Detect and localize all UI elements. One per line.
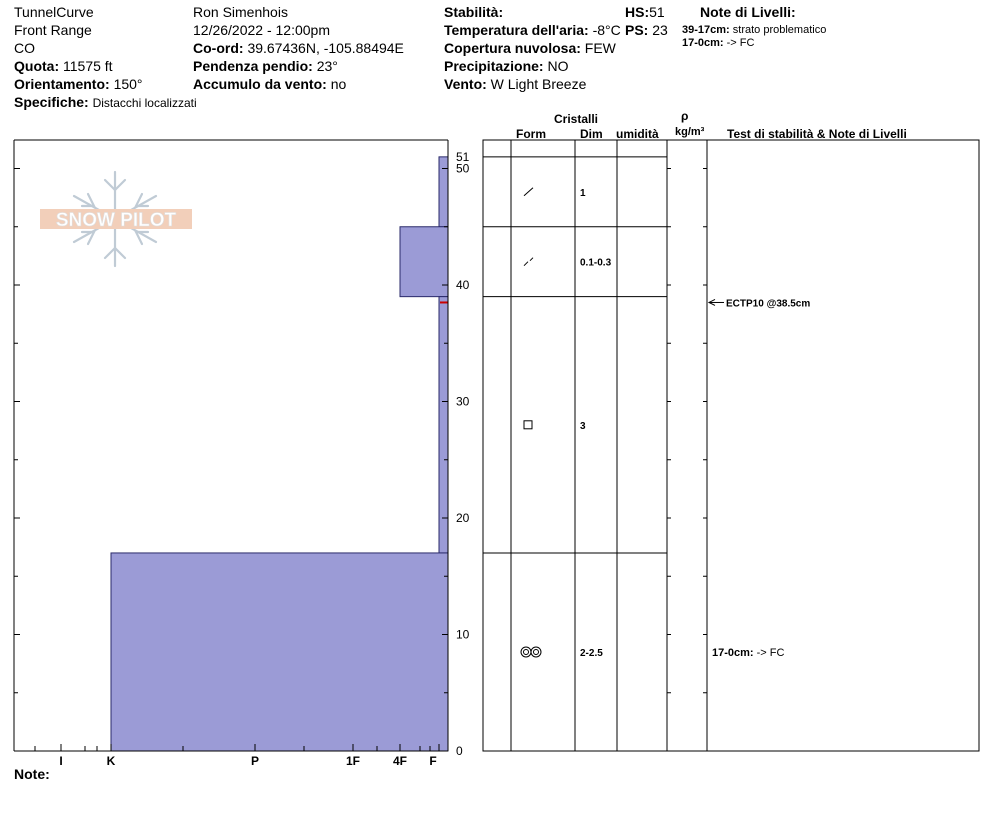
crystal-size-4: 2-2.5: [580, 647, 603, 659]
hs-label: HS:: [625, 4, 650, 20]
site-name: TunnelCurve: [14, 4, 94, 20]
hoar-outer-1: [531, 647, 541, 657]
precip-label: Precipitazione:: [444, 58, 544, 74]
elevation-value: 11575 ft: [63, 58, 113, 74]
faceted-crystal-icon: [524, 421, 532, 429]
fr-stroke-a: [524, 262, 528, 266]
x-tick-label-K: K: [106, 754, 116, 768]
notes-label: Note:: [14, 766, 50, 782]
logo-text: SNOW PILOT: [55, 210, 177, 231]
density-unit-header: kg/m³: [675, 126, 705, 138]
ps-value: 23: [652, 22, 668, 38]
coord-label: Co-ord:: [193, 40, 244, 56]
y-tick-label-50: 50: [456, 161, 470, 176]
moisture-header: umidità: [616, 127, 659, 141]
cloud-value: FEW: [584, 40, 616, 56]
stability-test-label-1: ECTP10 @38.5cm: [726, 298, 811, 310]
layer-notes-title: Note di Livelli:: [700, 4, 796, 20]
hoar-inner-1: [534, 649, 539, 654]
y-tick-label-30: 30: [456, 394, 470, 409]
wind-loading-value: no: [330, 76, 347, 92]
crystals-header: Cristalli: [554, 112, 599, 126]
layer-note-2-range: 17-0cm:: [682, 37, 724, 49]
observer: Ron Simenhois: [193, 4, 288, 20]
snowpilot-logo: [40, 172, 192, 266]
y-tick-label-40: 40: [456, 278, 470, 292]
y-tick-label-20: 20: [456, 511, 470, 525]
fr-stroke-b: [530, 258, 533, 261]
layer-note-1-range: 39-17cm:: [682, 24, 730, 36]
range-name: Front Range: [14, 22, 92, 38]
form-header: Form: [516, 127, 546, 141]
elevation-label: Quota:: [14, 58, 60, 74]
aspect-label: Orientamento:: [14, 76, 110, 92]
x-tick-label-4F: 4F: [392, 754, 408, 768]
aspect-value: 150°: [113, 76, 143, 92]
datetime: 12/26/2022 - 12:00pm: [193, 22, 330, 38]
cloud-label: Copertura nuvolosa:: [444, 40, 581, 56]
hardness-bar-4: [111, 553, 448, 751]
crystal-size-1: 1: [580, 187, 586, 199]
table-frame: [483, 140, 979, 751]
slope-value: 23°: [316, 58, 338, 74]
layer-note-1-text: strato problematico: [732, 24, 827, 36]
crystal-size-2: 0.1-0.3: [580, 257, 612, 269]
layer-note-2-text: -> FC: [726, 37, 755, 49]
ps-label: PS:: [625, 22, 649, 38]
tests-header: Test di stabilità & Note di Livelli: [727, 127, 907, 141]
state-name: CO: [14, 40, 35, 56]
air-temp-value: -8°C: [592, 22, 621, 38]
specifics-label: Specifiche:: [14, 94, 89, 110]
decomposing-stroke: [524, 188, 533, 196]
facet-square: [524, 421, 532, 429]
table-layer-note-range: 17-0cm:: [712, 646, 757, 659]
y-top-label: 51: [456, 149, 470, 164]
table-layer-note-1: [712, 647, 785, 659]
depth-hoar-icon: [521, 647, 541, 657]
x-tick-label-1F: 1F: [345, 754, 361, 768]
hardness-bar-2: [400, 227, 448, 297]
hs-value: 51: [649, 4, 665, 20]
wind-loading-label: Accumulo da vento:: [193, 76, 327, 92]
specifics-value: Distacchi localizzati: [92, 96, 197, 110]
y-tick-label-10: 10: [456, 627, 470, 642]
hardness-bar-1: [439, 157, 448, 227]
rho-header: ρ: [681, 109, 689, 123]
hardness-profile: [111, 157, 448, 751]
decomposing-icon: [524, 188, 533, 196]
precip-value: NO: [547, 58, 569, 74]
hoar-outer-0: [521, 647, 531, 657]
y-tick-label-0: 0: [456, 744, 463, 758]
coord-value: 39.67436N, -105.88494E: [247, 40, 404, 56]
hoar-inner-0: [524, 649, 529, 654]
dim-header: Dim: [580, 127, 603, 141]
hardness-bar-3: [439, 297, 448, 553]
x-tick-label-F: F: [429, 754, 437, 768]
layer-table: [483, 140, 979, 751]
table-layer-note-text: -> FC: [756, 646, 785, 659]
faceted-rounded-icon: [524, 258, 533, 266]
x-tick-label-P: P: [250, 754, 260, 768]
x-tick-label-I: I: [59, 754, 63, 768]
stability-label: Stabilità:: [444, 4, 504, 20]
crystal-size-3: 3: [580, 420, 586, 432]
slope-label: Pendenza pendio:: [193, 58, 313, 74]
wind-label: Vento:: [444, 76, 487, 92]
wind-value: W Light Breeze: [490, 76, 587, 92]
air-temp-label: Temperatura dell'aria:: [444, 22, 589, 38]
